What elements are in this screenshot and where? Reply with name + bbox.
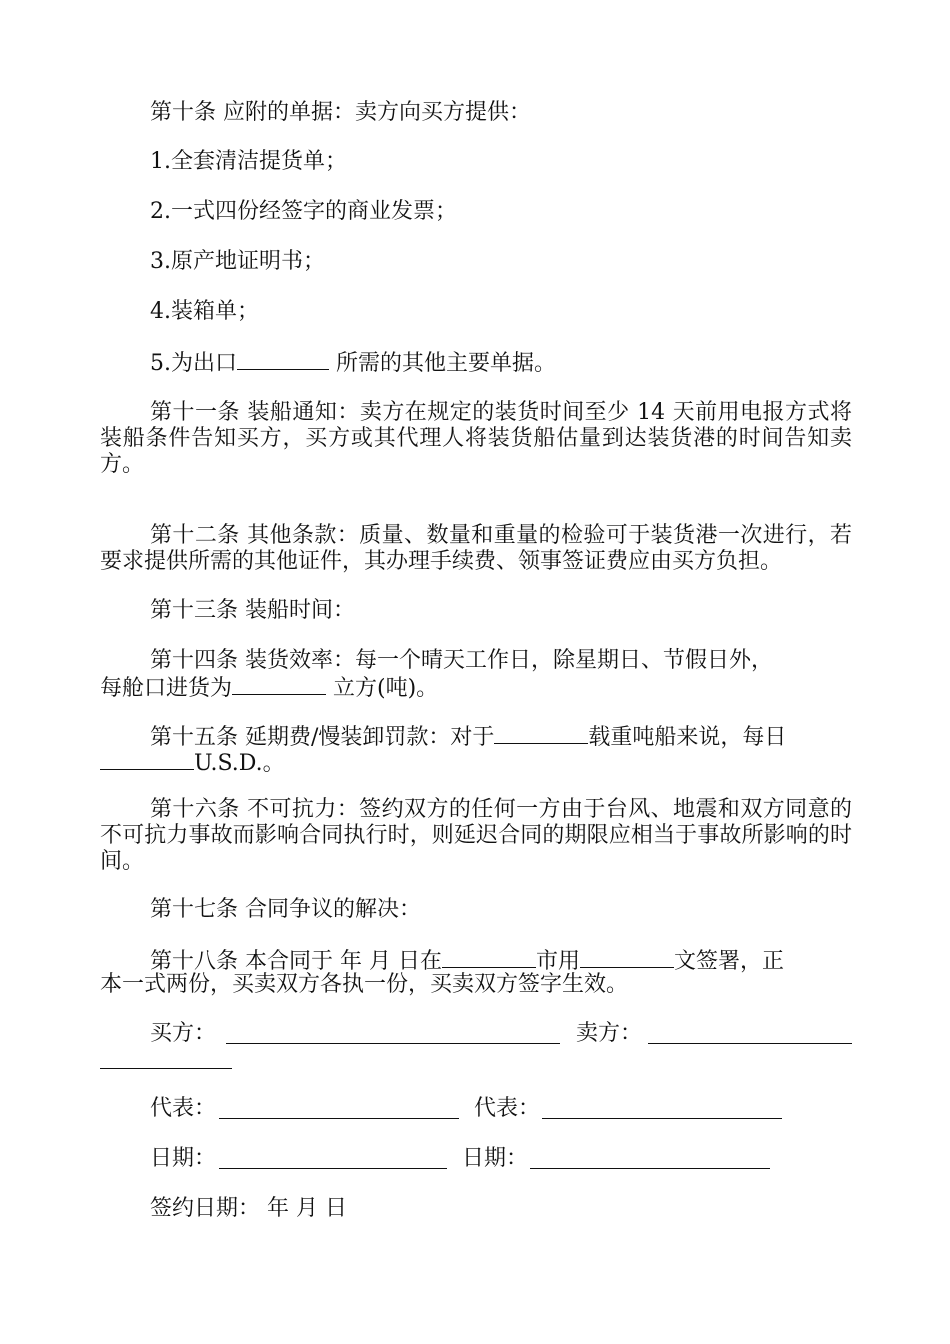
- article-18-prefix: 第十八条 本合同于 年 月 日在: [150, 949, 442, 974]
- article-16: 第十六条 不可抗力：签约双方的任何一方由于台风、地震和双方同意的不可抗力事故而影响合同执行时，则延迟合同的期限应相当于事故所影响的时间。: [100, 797, 852, 874]
- article-13: 第十三条 装船时间：: [150, 598, 355, 623]
- article-10-title: 第十条 应附的单据：卖方向买方提供：: [150, 100, 531, 125]
- article-18-line-2: 本一式两份，买卖双方各执一份，买卖双方签字生效。: [100, 972, 629, 997]
- article-10-item-2: 2.一式四份经签字的商业发票；: [150, 199, 457, 224]
- buyer-signature-line[interactable]: [226, 1043, 560, 1044]
- article-18-suffix: 文签署，正: [674, 949, 785, 974]
- blank-line: [237, 349, 329, 370]
- sign-date: 签约日期： 年 月 日: [150, 1196, 347, 1221]
- date-label-2: 日期：: [462, 1146, 529, 1171]
- article-14-line-2: [100, 674, 852, 702]
- article-10-item-1: 1.全套清洁提货单；: [150, 149, 347, 174]
- date-label-1: 日期：: [150, 1146, 217, 1171]
- date-line-2[interactable]: [530, 1168, 770, 1169]
- blank-line: [232, 674, 326, 695]
- article-18-line-1: [150, 947, 852, 975]
- article-14-suffix: 立方(吨)。: [326, 676, 439, 701]
- article-15-line-2: [100, 749, 852, 777]
- rep-label-2: 代表：: [474, 1096, 541, 1121]
- buyer-label: 买方：: [150, 1021, 217, 1046]
- article-10-item-4: 4.装箱单；: [150, 299, 259, 324]
- item-5-suffix: 所需的其他主要单据。: [329, 351, 556, 376]
- blank-line: [580, 947, 674, 968]
- seller-label: 卖方：: [576, 1021, 643, 1046]
- seller-signature-line[interactable]: [648, 1043, 852, 1044]
- article-11: 第十一条 装船通知：卖方在规定的装货时间至少 14 天前用电报方式将装船条件告知买方，买方或其代理人将装货船估量到达装货港的时间告知卖方。: [100, 400, 852, 477]
- article-15-usd: U.S.D.。: [194, 751, 285, 776]
- date-line-1[interactable]: [219, 1168, 447, 1169]
- blank-line: [442, 947, 536, 968]
- article-10-item-3: 3.原产地证明书；: [150, 249, 325, 274]
- article-14-line-1: 第十四条 装货效率：每一个晴天工作日，除星期日、节假日外，: [150, 648, 773, 673]
- rep-signature-line-1[interactable]: [219, 1118, 459, 1119]
- article-15-suffix: 载重吨船来说，每日: [588, 725, 787, 750]
- article-14-prefix: 每舱口进货为: [100, 676, 233, 701]
- blank-line: [494, 723, 588, 744]
- article-15-line-1: [150, 723, 852, 751]
- article-12: 第十二条 其他条款：质量、数量和重量的检验可于装货港一次进行，若要求提供所需的其他证件，其办理手续费、领事签证费应由买方负担。: [100, 523, 852, 574]
- article-17: 第十七条 合同争议的解决：: [150, 897, 421, 922]
- item-5-prefix: 5.为出口: [150, 351, 237, 376]
- rep-label-1: 代表：: [150, 1096, 217, 1121]
- article-15-prefix: 第十五条 延期费/慢装卸罚款：对于: [150, 725, 495, 750]
- blank-line: [100, 749, 194, 770]
- article-18-mid: 市用: [535, 949, 580, 974]
- article-10-item-5: [150, 349, 852, 377]
- rep-signature-line-2[interactable]: [542, 1118, 782, 1119]
- seller-signature-line-cont[interactable]: [100, 1068, 232, 1069]
